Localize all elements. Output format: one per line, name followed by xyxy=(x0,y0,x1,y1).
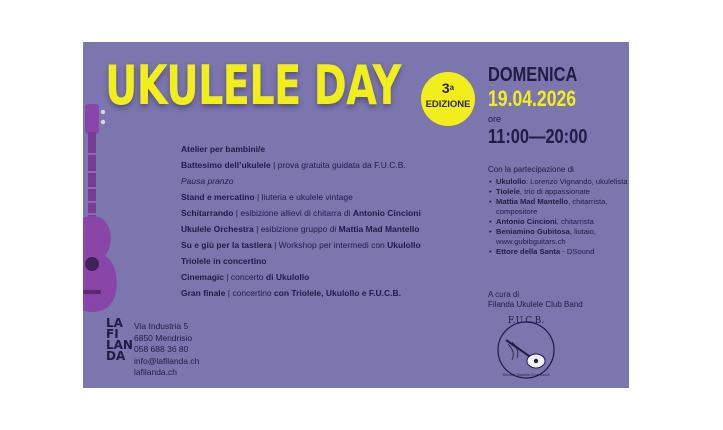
edition-label: EDIZIONE xyxy=(425,99,471,110)
event-date: 19.04.2026 xyxy=(488,86,577,111)
list-item: • Ukulollo: Lorenzo Vignando, ukulelista xyxy=(496,177,628,187)
time-prefix: ore xyxy=(488,114,502,124)
edition-badge xyxy=(421,72,475,126)
list-item: • Tiolele, trio di appassionate xyxy=(496,187,628,197)
svg-text:Filanda Ukulele Club Band: Filanda Ukulele Club Band xyxy=(502,373,550,377)
edition-number: 3$^a$ xyxy=(441,80,455,96)
website-link[interactable]: lafilanda.ch xyxy=(134,367,178,377)
svg-text:F.U.C.B.: F.U.C.B. xyxy=(507,316,545,326)
la-filanda-logo: LA FI LAN DA xyxy=(106,316,133,363)
curator-credit: A cura di Filanda Ukulele Club Band xyxy=(488,290,583,309)
ukulele-illustration xyxy=(83,104,121,316)
event-poster: UKULELE DAY 3$^a$ EDIZIONE DOMENICA 19.04.2026 ore 11:00—20:00 Atelier per bambini/e Battesimo dell’ukulele | prova gratuita guidata da F.U.C.B. Pausa pranzo Stand e mercatino | liuteria e ukulele vintage Schitarrando | esibizione allievi di chitarra di Antonio Cincioni Ukulele Orchestra | esibizione gruppo di Mattia Mad Mantello Su e giù per la tastiera | Workshop per intermedi con Ukulollo Triolele in concertino Cinemagic | concerto di Ukulollo Gran finale | concertino con Triolele, Ukulollo e F.U.C.B. Con la partecipazione di • Ukulollo: Lorenzo Vignando, ukulelista • Tiolele, trio di appassionate • Mattia Mad Mantello, chitarrista, compositore • Antonio Cincioni, chitarrista • Beniamino Gubitosa, liutaio, www.gubibguitars.ch • Ettore della Santa - DSound A cura di Filanda Ukulele Club Band LA FI LAN DA Via Industria 5 6850 Mendrisio 058 688 36 80 info@lafilanda.ch lafilanda.ch F.U.C.B. Filanda Ukulele Club Band xyxy=(83,42,629,388)
event-title: UKULELE DAY xyxy=(105,54,401,117)
list-item: • Mattia Mad Mantello, chitarrista, compositore xyxy=(496,197,628,217)
list-item: • Ettore della Santa - DSound xyxy=(496,247,628,257)
email-link[interactable]: info@lafilanda.ch xyxy=(134,355,200,366)
list-item: • Antonio Cincioni, chitarrista xyxy=(496,217,628,227)
participants-heading: Con la partecipazione di xyxy=(488,165,574,174)
fucb-logo xyxy=(492,314,560,382)
event-day: DOMENICA xyxy=(488,64,578,86)
list-item: • Beniamino Gubitosa, liutaio, www.gubibguitars.ch xyxy=(496,227,628,247)
venue-address: Via Industria 5 6850 Mendrisio 058 688 36 80 info@lafilanda.ch lafilanda.ch xyxy=(134,321,200,377)
event-time: 11:00—20:00 xyxy=(488,126,588,148)
participants-list xyxy=(488,165,628,257)
